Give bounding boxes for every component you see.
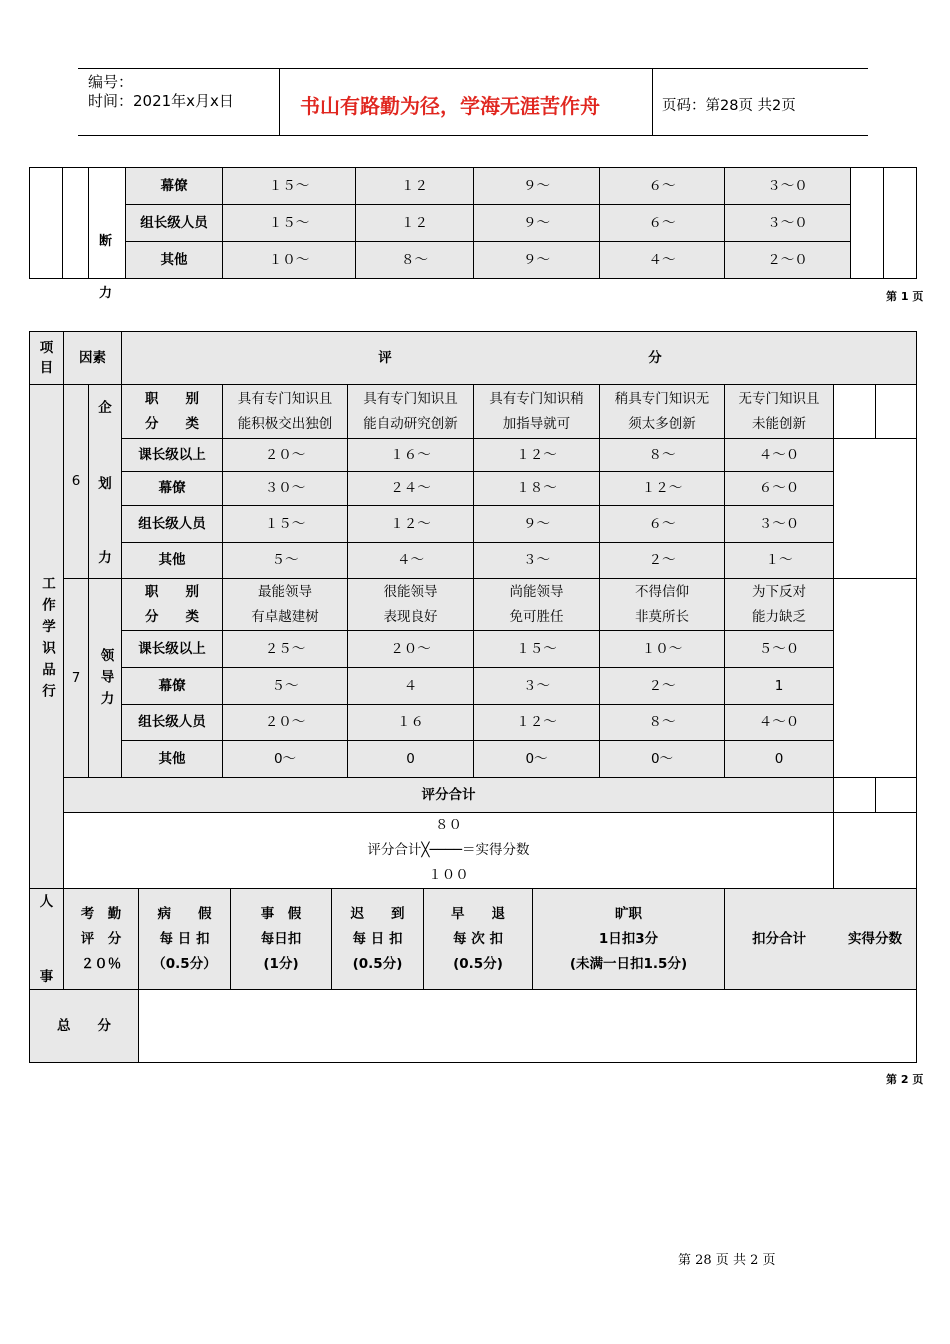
score-cell: ３～ [523, 677, 550, 694]
level-header: 稍具专门知识无 须太多创新 [614, 390, 710, 432]
hr-sick-leave: 病 假 每 日 扣 （0.5分） [152, 905, 217, 972]
hr-absence: 旷职 1日扣3分 (未满一日扣1.5分) [569, 905, 688, 972]
score-cell: ２～ [648, 677, 676, 694]
score-cell: ２０～ [264, 446, 306, 463]
row-label: 组长级人员 [138, 515, 206, 532]
score-cell: ６～ [648, 515, 676, 532]
score-cell: 0 [406, 750, 415, 767]
factor-judgement-label-b: 力 [99, 286, 113, 301]
hr-late: 迟 到 每 日 扣 (0.5分) [350, 905, 405, 972]
score-cell: ２～０ [767, 251, 808, 268]
score-cell: ４～０ [758, 714, 800, 730]
score-cell: １０～ [268, 251, 310, 268]
factor-name-planning-a: 企 [98, 399, 112, 416]
hr-actual-score: 实得分数 [848, 930, 902, 947]
score-cell: １２ [401, 214, 428, 231]
score-cell: ５～ [271, 552, 299, 568]
score-cell: ８～ [648, 714, 676, 730]
score-cell: ２０～ [264, 714, 306, 730]
score-cell: １５～ [268, 214, 310, 231]
score-cell: １２～ [641, 480, 683, 496]
score-cell: ６～ [648, 214, 676, 231]
total-value-field[interactable] [139, 990, 916, 1062]
score-cell: ５～ [271, 677, 299, 694]
row-label: 其他 [160, 251, 188, 268]
level-header: 具有专门知识且 能自动研究创新 [363, 390, 458, 432]
score-cell: ３～０ [767, 177, 808, 194]
category-header: 职 别 分 类 [145, 390, 199, 432]
formula-numerator: ８０ [435, 817, 462, 833]
score-cell: １２～ [516, 714, 557, 730]
header-score-a: 评 [378, 349, 392, 366]
score-cell: ４～ [648, 251, 676, 268]
factor-name-planning-b: 划 [98, 475, 112, 492]
motto-title: 书山有路勤为径，学海无涯苦作舟 [300, 94, 600, 118]
score-cell: 0～ [650, 750, 674, 767]
level-header: 具有专门知识且 能积极交出独创 [237, 390, 333, 432]
score-cell: 1 [774, 677, 784, 694]
score-cell: ８～ [648, 446, 676, 463]
subtotal-label: 评分合计 [421, 786, 476, 803]
level-header: 最能领导 有卓越建树 [251, 583, 319, 625]
score-cell: ３０～ [264, 480, 306, 496]
score-cell: ３～０ [758, 515, 800, 532]
score-cell: ５～０ [758, 640, 800, 657]
score-cell: 0～ [525, 750, 548, 767]
formula-denominator: １００ [428, 867, 469, 883]
score-cell: ９～ [523, 177, 550, 194]
level-header: 不得信仰 非莫所长 [635, 583, 689, 625]
row-label: 课长级以上 [138, 446, 206, 463]
score-cell: １２～ [516, 446, 557, 463]
score-cell: １５～ [268, 177, 310, 194]
score-cell: ２～ [648, 552, 676, 568]
formula-expression: 评分合计╳────＝实得分数 [367, 842, 530, 858]
level-header: 具有专门知识稍 加指导就可 [489, 390, 584, 432]
score-cell: １～ [765, 552, 793, 568]
hr-deduction-total: 扣分合计 [752, 930, 806, 947]
level-header: 无专门知识且 未能创新 [738, 390, 820, 432]
row-label: 其他 [158, 552, 186, 568]
factor-name-planning-c: 力 [98, 549, 112, 566]
row-label: 幕僚 [158, 677, 186, 694]
score-cell: １５～ [264, 515, 306, 532]
score-cell: ２４～ [390, 480, 431, 496]
hr-label-b: 事 [39, 968, 54, 985]
hr-early-leave: 早 退 每 次 扣 (0.5分) [451, 905, 505, 972]
page1-mark: 第 1 页 [886, 290, 924, 303]
hr-attendance: 考 勤 评 分 ２０％ [80, 905, 122, 972]
score-cell: １２ [401, 177, 428, 194]
category-header: 职 别 分 类 [145, 583, 199, 625]
row-label: 课长级以上 [138, 640, 206, 657]
score-cell: １２～ [390, 515, 431, 532]
section-label-work-knowledge-conduct: 工作学识品行 [39, 575, 55, 705]
factor-number-planning: 6 [71, 473, 81, 489]
score-cell: ６～０ [758, 480, 800, 496]
score-cell: 0 [774, 750, 784, 767]
score-cell: 0～ [273, 750, 297, 767]
page-label: 页码：第28页 共2页 [662, 98, 796, 114]
score-cell: １０～ [641, 640, 683, 657]
row-label: 其他 [158, 750, 186, 767]
factor-number-leadership: 7 [71, 669, 81, 686]
page2-mark: 第 2 页 [886, 1073, 924, 1086]
score-cell: ９～ [523, 515, 550, 532]
document-number-label: 编号： [88, 73, 134, 91]
score-cell: ３～０ [767, 214, 808, 231]
row-label: 组长级人员 [140, 214, 208, 231]
header-item: 项 目 [39, 340, 54, 376]
score-cell: ２０～ [390, 640, 431, 657]
score-cell: ４ [403, 677, 418, 694]
document-time-label: 时间：2021年x月x日 [88, 92, 234, 110]
level-header: 尚能领导 免可胜任 [509, 583, 564, 625]
score-cell: １６ [397, 714, 424, 730]
header-factor: 因素 [79, 349, 106, 366]
score-cell: ２５～ [264, 640, 306, 657]
factor-judgement-label-a: 断 [99, 234, 113, 249]
row-label: 幕僚 [160, 177, 188, 194]
row-label: 组长级人员 [138, 714, 206, 730]
score-cell: ９～ [523, 251, 550, 268]
score-cell: ９～ [523, 214, 550, 231]
score-cell: ４～ [397, 552, 424, 568]
factor-name-leadership: 领导力 [97, 647, 114, 713]
score-cell: ４～０ [758, 446, 800, 463]
header-score-b: 分 [648, 349, 662, 366]
score-cell: １８～ [516, 480, 557, 496]
level-header: 为下反对 能力缺乏 [752, 583, 806, 625]
row-label: 幕僚 [158, 480, 186, 496]
hr-personal-leave: 事 假 每日扣 (1分) [260, 905, 302, 972]
score-cell: ３～ [523, 552, 550, 568]
score-formula [64, 813, 833, 888]
score-cell: ６～ [648, 177, 676, 194]
total-label: 总 分 [57, 1017, 111, 1034]
hr-label-a: 人 [39, 893, 54, 910]
level-header: 很能领导 表现良好 [383, 583, 438, 625]
score-cell: １６～ [390, 446, 431, 463]
score-cell: ８～ [401, 251, 428, 268]
page-footer: 第 28 页 共 2 页 [678, 1253, 776, 1268]
score-cell: １５～ [516, 640, 557, 657]
